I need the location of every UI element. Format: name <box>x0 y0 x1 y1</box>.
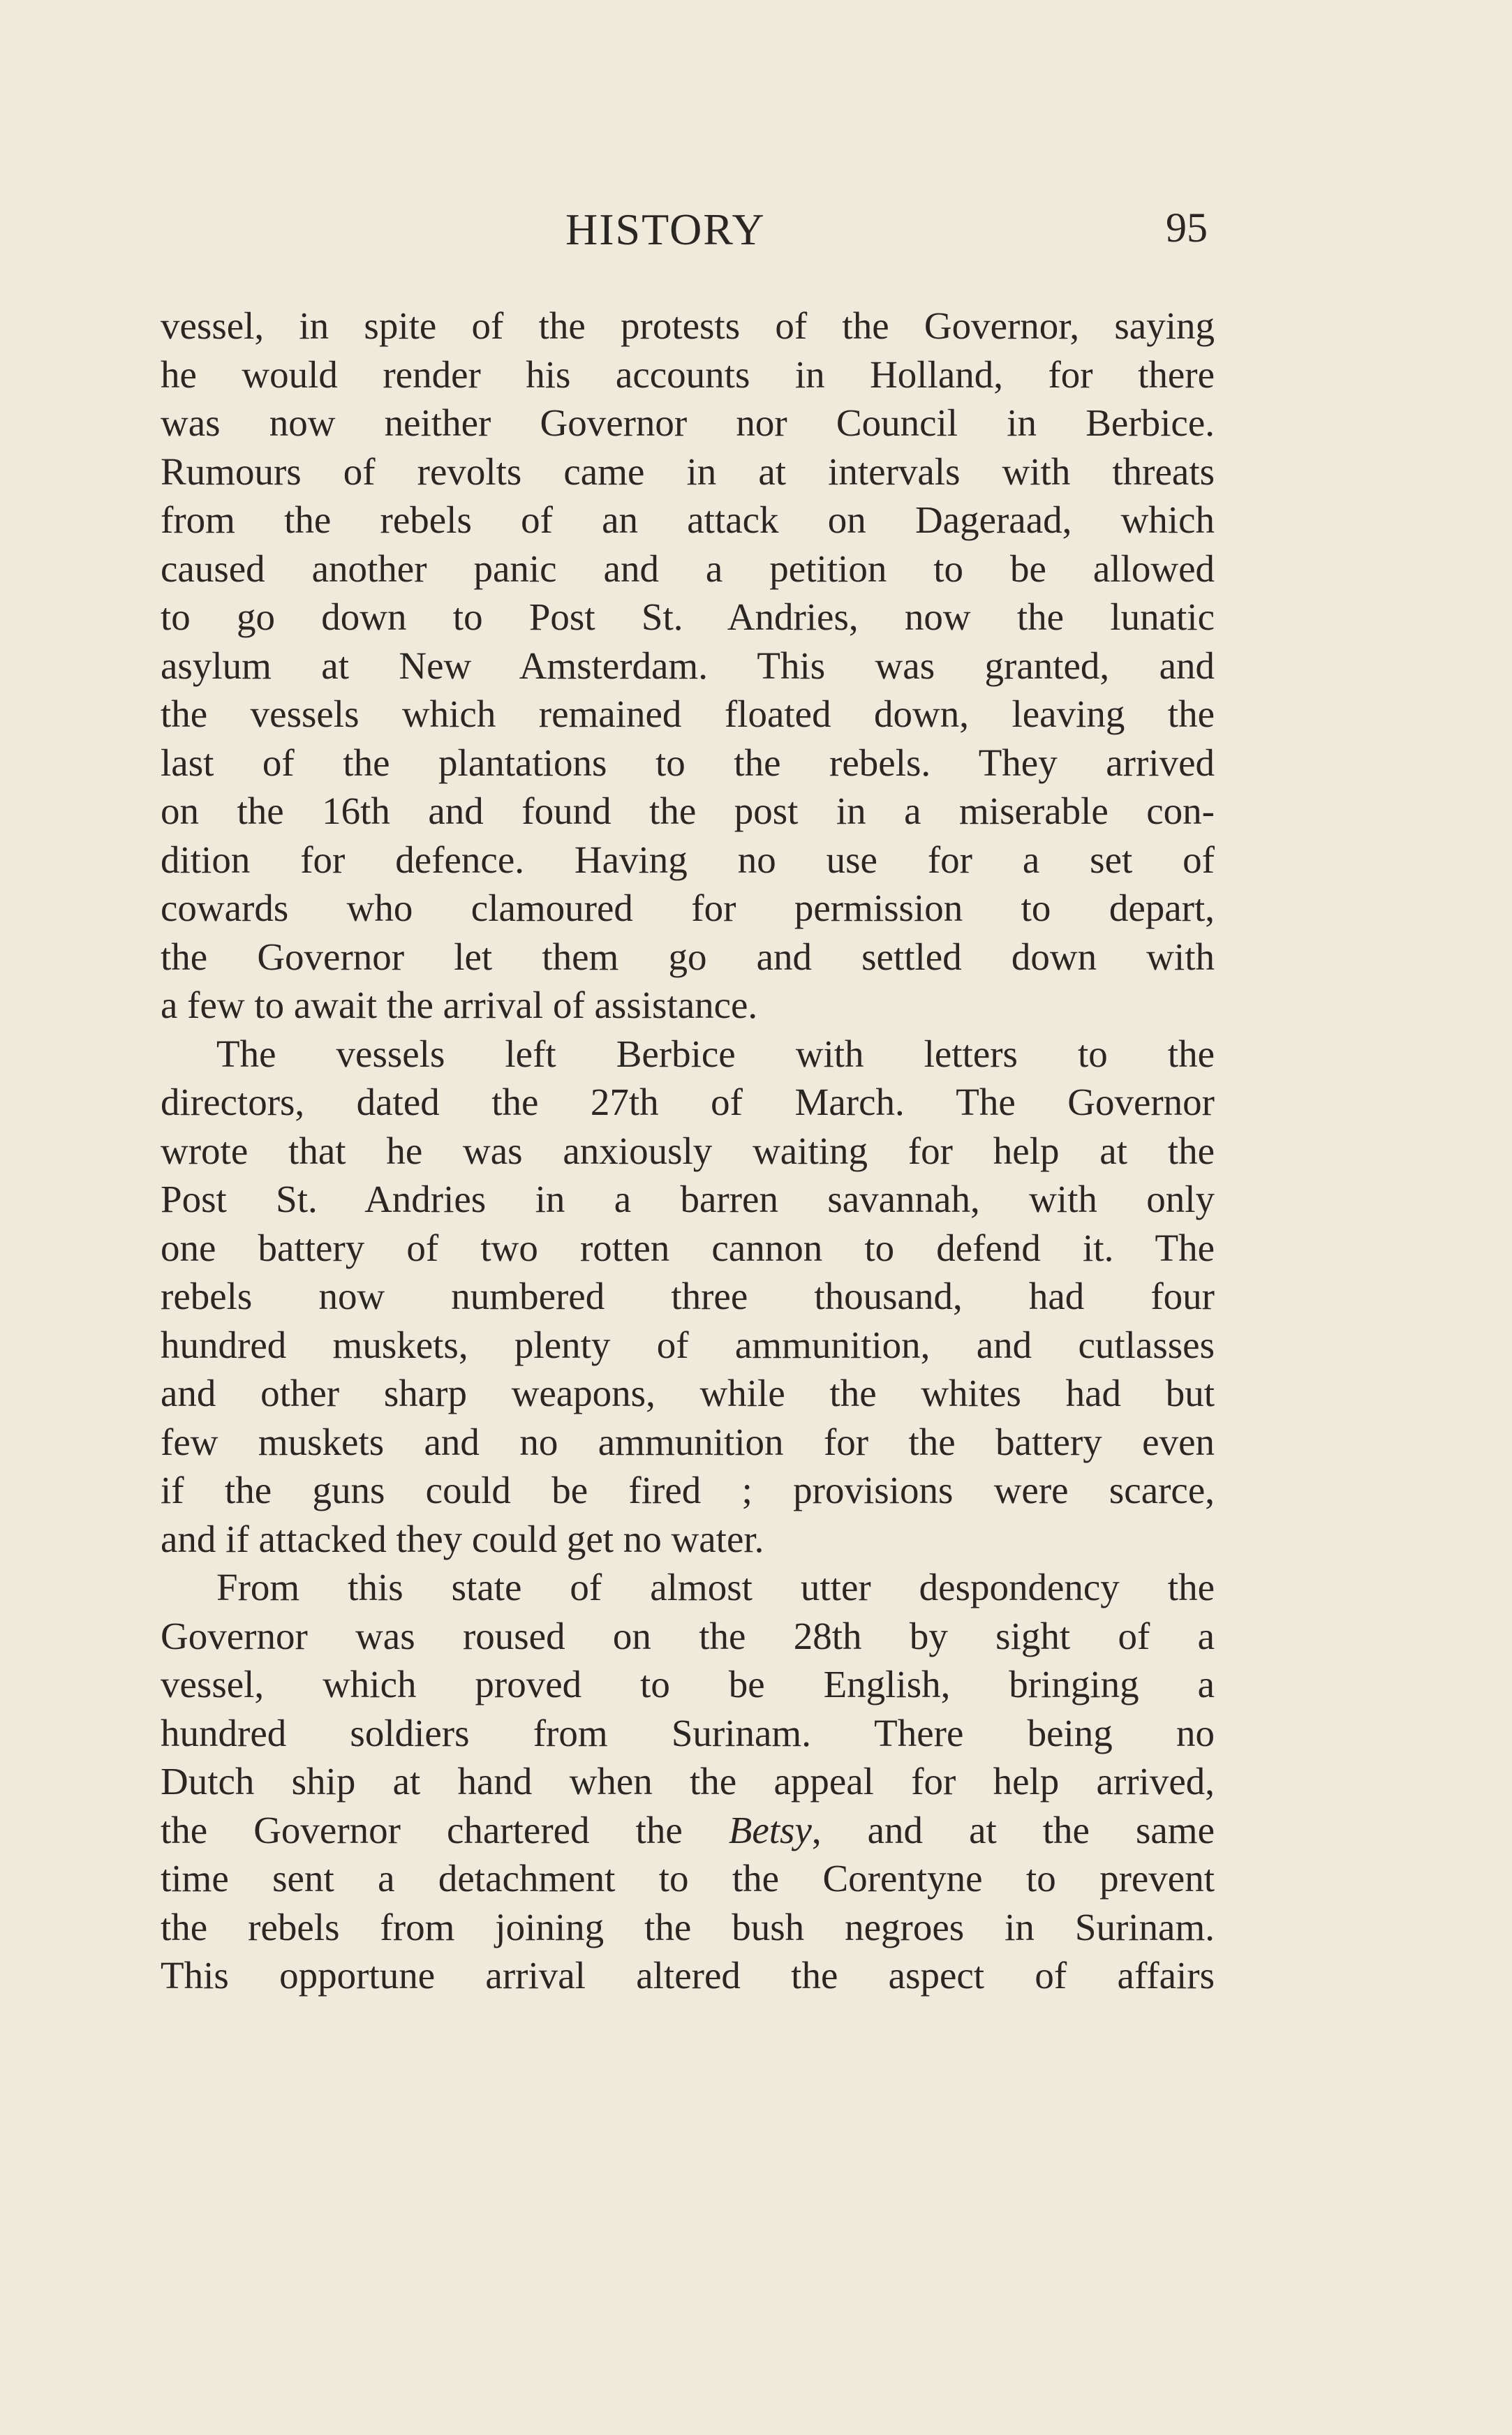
text-line: and if attacked they could get no water. <box>161 1517 764 1560</box>
paragraph-1 <box>161 302 1215 1030</box>
text-line: Rumours of revolts came in at intervals with threats <box>161 450 1215 493</box>
text-line: from the rebels of an attack on Dageraad, which <box>161 498 1215 541</box>
text-line: vessel, in spite of the protests of the Governor, saying <box>161 304 1215 347</box>
text-line: he would render his accounts in Holland, for there <box>161 353 1215 396</box>
text-segment: , and at the same <box>811 1808 1215 1851</box>
text-line: cowards who clamoured for permission to depart, <box>161 887 1215 929</box>
text-line: the rebels from joining the bush negroes in Surinam. <box>161 1905 1215 1948</box>
text-line: Post St. Andries in a barren savannah, with only <box>161 1178 1215 1220</box>
text-line: From this state of almost utter despondency the <box>216 1566 1215 1608</box>
text-line: the Governor let them go and settled down with <box>161 935 1215 978</box>
text-line: time sent a detachment to the Corentyne to prevent <box>161 1857 1215 1900</box>
text-line: the vessels which remained floated down, leaving the <box>161 693 1215 735</box>
text-line: on the 16th and found the post in a miserable con- <box>161 790 1215 832</box>
text-line: few muskets and no ammunition for the battery even <box>161 1420 1215 1463</box>
text-line: Dutch ship at hand when the appeal for help arrived, <box>161 1760 1215 1803</box>
text-line: a few to await the arrival of assistance. <box>161 984 758 1026</box>
running-header <box>161 204 1208 260</box>
text-line: directors, dated the 27th of March. The Governor <box>161 1081 1215 1123</box>
text-line: wrote that he was anxiously waiting for help at the <box>161 1129 1215 1172</box>
text-line: vessel, which proved to be English, bringing a <box>161 1663 1215 1705</box>
text-line: last of the plantations to the rebels. They arrived <box>161 741 1215 784</box>
text-line: to go down to Post St. Andries, now the lunatic <box>161 595 1215 638</box>
text-line: hundred soldiers from Surinam. There being no <box>161 1711 1215 1754</box>
text-line: caused another panic and a petition to be allowed <box>161 547 1215 590</box>
chapter-title: HISTORY <box>565 205 766 254</box>
paragraph-3 <box>161 1563 1215 2000</box>
text-line: one battery of two rotten cannon to defend it. The <box>161 1226 1215 1269</box>
text-line: hundred muskets, plenty of ammunition, and cutlasses <box>161 1323 1215 1366</box>
text-line: was now neither Governor nor Council in Berbice. <box>161 401 1215 444</box>
page-number: 95 <box>1166 205 1208 251</box>
text-line: rebels now numbered three thousand, had four <box>161 1275 1215 1317</box>
text-line: Governor was roused on the 28th by sight of a <box>161 1614 1215 1657</box>
text-line: if the guns could be fired ; provisions were scarce, <box>161 1469 1215 1511</box>
text-line: The vessels left Berbice with letters to the <box>216 1032 1215 1075</box>
text-line: asylum at New Amsterdam. This was granted, and <box>161 644 1215 687</box>
ship-name-italic: Betsy <box>728 1808 812 1851</box>
body-text <box>161 302 1215 2000</box>
paragraph-2 <box>161 1030 1215 1564</box>
text-line-with-ship-name <box>161 1806 1215 1855</box>
text-line: This opportune arrival altered the aspect of affairs <box>161 1954 1215 1997</box>
text-segment: the Governor chartered the <box>161 1808 729 1851</box>
text-line: dition for defence. Having no use for a set of <box>161 838 1215 881</box>
text-line: and other sharp weapons, while the whites had but <box>161 1372 1215 1414</box>
